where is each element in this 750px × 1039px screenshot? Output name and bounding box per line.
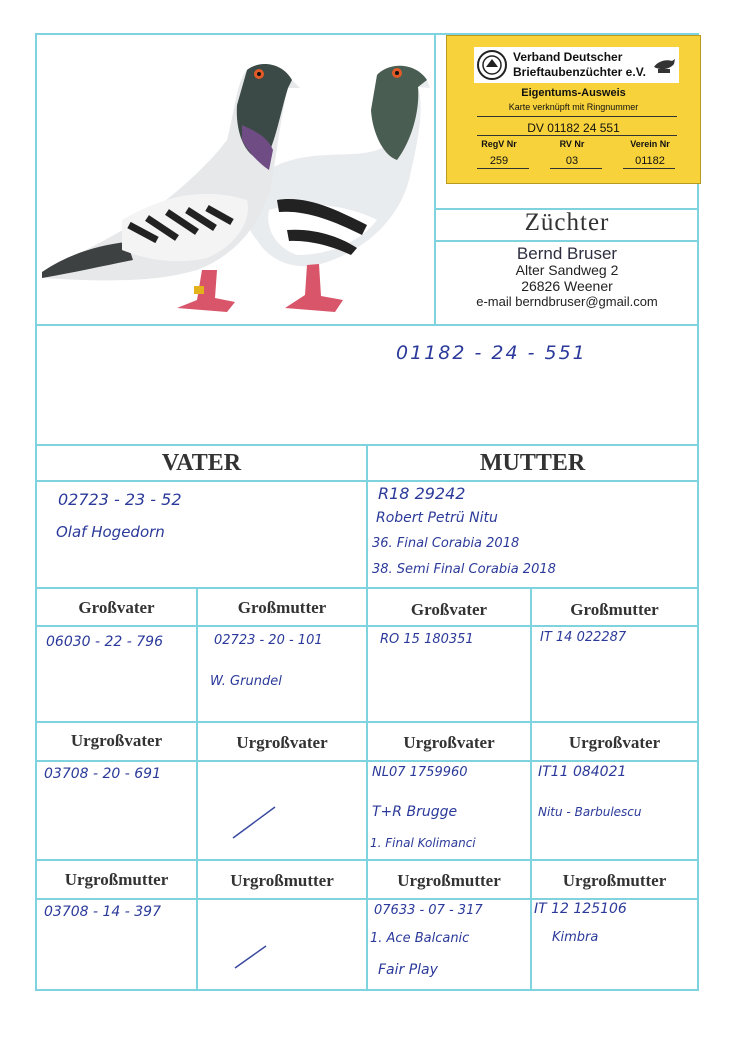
- association-logo-icon: [476, 49, 508, 81]
- grandparent-ring-4: IT 14 022287: [540, 630, 627, 645]
- ggf-line2-4: Nitu - Barbulescu: [538, 805, 642, 819]
- org-line-1: Verband Deutscher: [513, 50, 623, 64]
- ggm-ring-1: 03708 - 14 - 397: [44, 904, 161, 920]
- breeder-name: Bernd Bruser: [516, 244, 618, 263]
- breeder-street: Alter Sandweg 2: [515, 262, 619, 278]
- ggf-label-2: Urgroßvater: [236, 733, 328, 752]
- ggf-ring-4: IT11 084021: [538, 764, 627, 780]
- grandparent-ring-3: RO 15 180351: [380, 632, 474, 647]
- ggm-line3-3: Fair Play: [378, 962, 438, 978]
- grandparent-label-4: Großmutter: [570, 600, 659, 619]
- grandparent-label-3: Großvater: [410, 600, 488, 619]
- org-line-2: Brieftaubenzüchter e.V.: [513, 65, 646, 79]
- breeder-email: e-mail berndbruser@gmail.com: [476, 294, 658, 309]
- grandparent-note-2: W. Grundel: [210, 674, 282, 689]
- ggf-ring-3: NL07 1759960: [372, 765, 468, 780]
- card-title: Eigentums-Ausweis: [521, 87, 626, 99]
- grandparent-label-1: Großvater: [78, 598, 155, 617]
- pigeon-mascot-icon: [652, 55, 676, 75]
- card-col-verein: Verein Nr: [630, 139, 670, 149]
- pigeon-front: [42, 64, 300, 312]
- ggm-line2-3: 1. Ace Balcanic: [370, 931, 470, 946]
- ggm-label-1: Urgroßmutter: [64, 870, 169, 889]
- ggm-ring-4: IT 12 125106: [534, 901, 627, 917]
- mutter-ring: R18 29242: [378, 484, 466, 503]
- ggm-label-3: Urgroßmutter: [397, 871, 501, 890]
- mutter-heading: MUTTER: [479, 450, 586, 476]
- pigeon-photo: [37, 50, 433, 322]
- grandparent-ring-2: 02723 - 20 - 101: [214, 633, 323, 648]
- grandparent-label-2: Großmutter: [237, 598, 327, 617]
- card-col-regv: RegV Nr: [481, 139, 517, 149]
- mutter-line-1: Robert Petrü Nitu: [376, 510, 498, 526]
- ggf-line3-3: 1. Final Kolimanci: [370, 836, 476, 850]
- ggf-ring-1: 03708 - 20 - 691: [44, 766, 161, 782]
- ggm-label-2: Urgroßmutter: [230, 871, 334, 890]
- ownership-card: [446, 35, 701, 184]
- card-val-verein: 01182: [635, 155, 665, 167]
- card-val-rv: 03: [565, 155, 579, 167]
- breeder-heading: Züchter: [524, 209, 610, 236]
- card-header: [474, 47, 679, 83]
- vater-heading: VATER: [161, 450, 242, 476]
- card-ring-number: DV 01182 24 551: [527, 121, 620, 135]
- pigeon-ring-number: 01182 - 24 - 551: [396, 342, 587, 364]
- empty-slash-mark-2: [232, 942, 272, 972]
- ggm-ring-3: 07633 - 07 - 317: [374, 903, 483, 918]
- empty-slash-mark: [230, 802, 280, 842]
- ggf-label-3: Urgroßvater: [403, 733, 495, 752]
- mutter-line-2: 36. Final Corabia 2018: [372, 536, 520, 551]
- card-val-regv: 259: [489, 155, 509, 167]
- card-subtitle: Karte verknüpft mit Ringnummer: [508, 102, 639, 112]
- ggm-line2-4: Kimbra: [552, 930, 599, 945]
- breeder-city: 26826 Weener: [521, 278, 613, 294]
- ggm-label-4: Urgroßmutter: [562, 871, 667, 890]
- ggf-label-4: Urgroßvater: [568, 733, 661, 752]
- vater-ring: 02723 - 23 - 52: [58, 490, 182, 509]
- mutter-line-3: 38. Semi Final Corabia 2018: [372, 562, 556, 577]
- vater-note: Olaf Hogedorn: [56, 523, 165, 541]
- ggf-line2-3: T+R Brugge: [372, 804, 458, 820]
- card-col-rv: RV Nr: [559, 139, 585, 149]
- grandparent-ring-1: 06030 - 22 - 796: [46, 634, 163, 650]
- ggf-label-1: Urgroßvater: [70, 731, 163, 750]
